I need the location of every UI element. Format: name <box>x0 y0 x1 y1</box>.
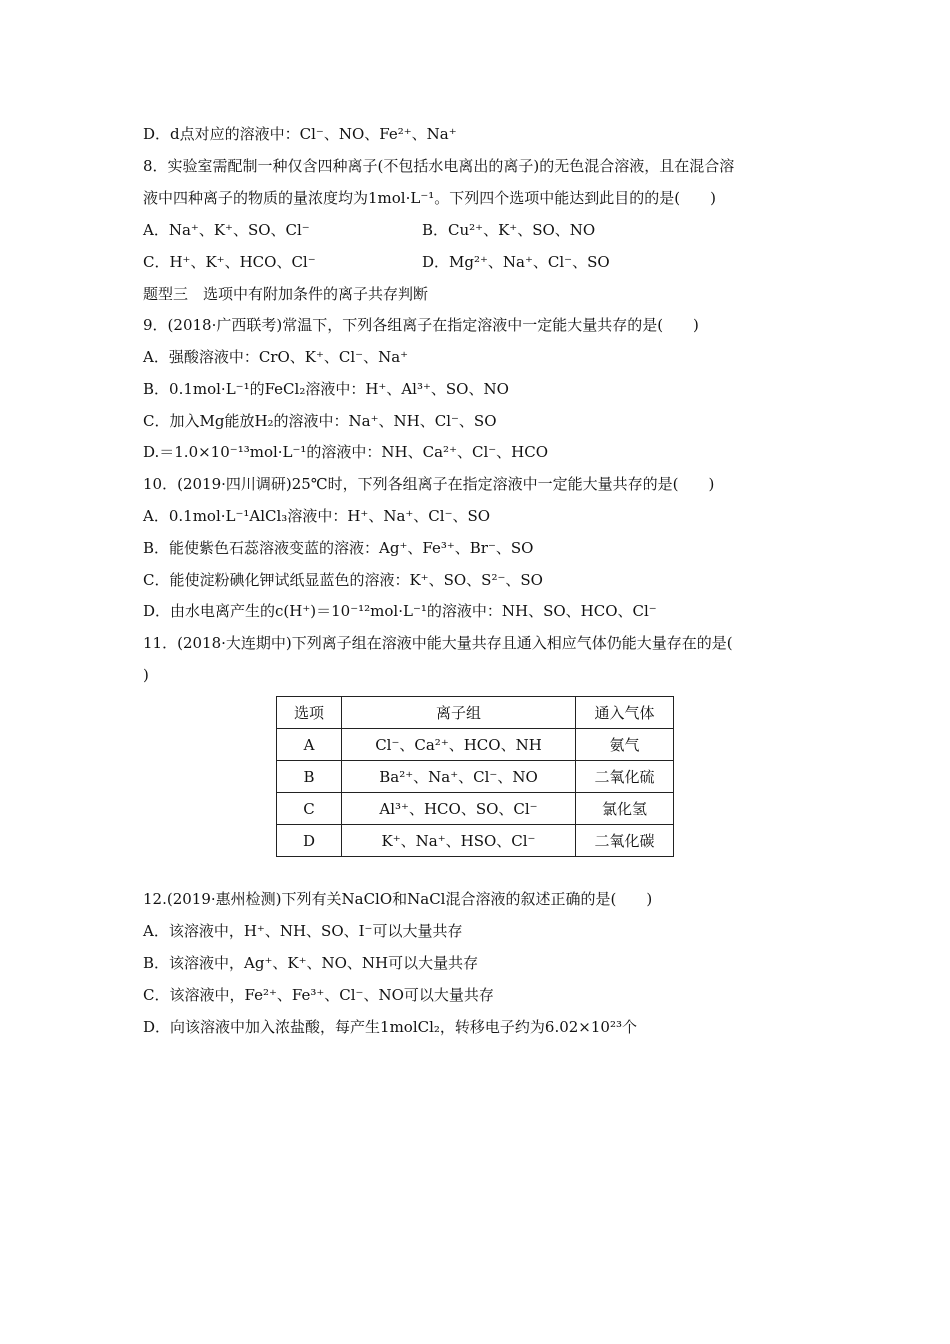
table-cell: 氯化氢 <box>576 793 674 825</box>
table-cell: Al³⁺、HCO、SO、Cl⁻ <box>342 793 576 825</box>
q12-option-a: A．该溶液中，H⁺、NH、SO、I⁻可以大量共存 <box>143 922 463 940</box>
q12-option-c: C．该溶液中，Fe²⁺、Fe³⁺、Cl⁻、NO可以大量共存 <box>143 986 494 1004</box>
table-cell: C <box>277 793 342 825</box>
table-row <box>277 825 674 857</box>
table-cell: Cl⁻、Ca²⁺、HCO、NH <box>342 729 576 761</box>
q8-stem-line1: 8．实验室需配制一种仅含四种离子(不包括水电离出的离子)的无色混合溶液，且在混合溶 <box>143 157 735 175</box>
q11-stem-end: ) <box>143 666 149 684</box>
q12-stem: 12.(2019·惠州检测)下列有关NaClO和NaCl混合溶液的叙述正确的是( ) <box>143 890 653 908</box>
q8-stem-line2: 液中四种离子的物质的量浓度均为1mol·L⁻¹。下列四个选项中能达到此目的的是( ) <box>143 189 716 207</box>
q8-option-b: B．Cu²⁺、K⁺、SO、NO <box>422 221 596 239</box>
q8-option-d: D．Mg²⁺、Na⁺、Cl⁻、SO <box>422 253 610 271</box>
table-cell: 二氧化硫 <box>576 761 674 793</box>
q10-option-b: B．能使紫色石蕊溶液变蓝的溶液：Ag⁺、Fe³⁺、Br⁻、SO <box>143 539 534 557</box>
q9-stem: 9．(2018·广西联考)常温下，下列各组离子在指定溶液中一定能大量共存的是( ) <box>143 316 699 334</box>
q12-option-d: D．向该溶液中加入浓盐酸，每产生1molCl₂，转移电子约为6.02×10²³个 <box>143 1018 637 1036</box>
q7-option-d: D．d点对应的溶液中：Cl⁻、NO、Fe²⁺、Na⁺ <box>143 125 457 143</box>
table-header-row <box>277 697 674 729</box>
q10-option-c: C．能使淀粉碘化钾试纸显蓝色的溶液：K⁺、SO、S²⁻、SO <box>143 571 543 589</box>
q8-option-c: C．H⁺、K⁺、HCO、Cl⁻ <box>143 253 316 271</box>
q10-option-d: D．由水电离产生的c(H⁺)＝10⁻¹²mol·L⁻¹的溶液中：NH、SO、HCO、Cl⁻ <box>143 602 657 620</box>
table-cell: 氨气 <box>576 729 674 761</box>
table-cell: K⁺、Na⁺、HSO、Cl⁻ <box>342 825 576 857</box>
table-row <box>277 793 674 825</box>
table-header: 通入气体 <box>576 697 674 729</box>
q10-option-a: A．0.1mol·L⁻¹AlCl₃溶液中：H⁺、Na⁺、Cl⁻、SO <box>143 507 491 525</box>
table-cell: D <box>277 825 342 857</box>
q9-option-a: A．强酸溶液中：CrO、K⁺、Cl⁻、Na⁺ <box>143 348 409 366</box>
q12-option-b: B．该溶液中，Ag⁺、K⁺、NO、NH可以大量共存 <box>143 954 479 972</box>
table-cell: 二氧化碳 <box>576 825 674 857</box>
q9-option-c: C．加入Mg能放H₂的溶液中：Na⁺、NH、Cl⁻、SO <box>143 412 497 430</box>
table-row <box>277 729 674 761</box>
q9-option-d: D.＝1.0×10⁻¹³mol·L⁻¹的溶液中：NH、Ca²⁺、Cl⁻、HCO <box>143 443 549 461</box>
q8-option-a: A．Na⁺、K⁺、SO、Cl⁻ <box>143 221 310 239</box>
table-header: 选项 <box>277 697 342 729</box>
q11-stem: 11．(2018·大连期中)下列离子组在溶液中能大量共存且通入相应气体仍能大量存在的是( <box>143 634 733 652</box>
ion-table <box>276 696 674 857</box>
table-cell: B <box>277 761 342 793</box>
table-header: 离子组 <box>342 697 576 729</box>
table-row <box>277 761 674 793</box>
table-cell: A <box>277 729 342 761</box>
table-cell: Ba²⁺、Na⁺、Cl⁻、NO <box>342 761 576 793</box>
q9-option-b: B．0.1mol·L⁻¹的FeCl₂溶液中：H⁺、Al³⁺、SO、NO <box>143 380 509 398</box>
q10-stem: 10．(2019·四川调研)25℃时，下列各组离子在指定溶液中一定能大量共存的是( ) <box>143 475 715 493</box>
section-heading: 题型三 选项中有附加条件的离子共存判断 <box>143 285 429 303</box>
